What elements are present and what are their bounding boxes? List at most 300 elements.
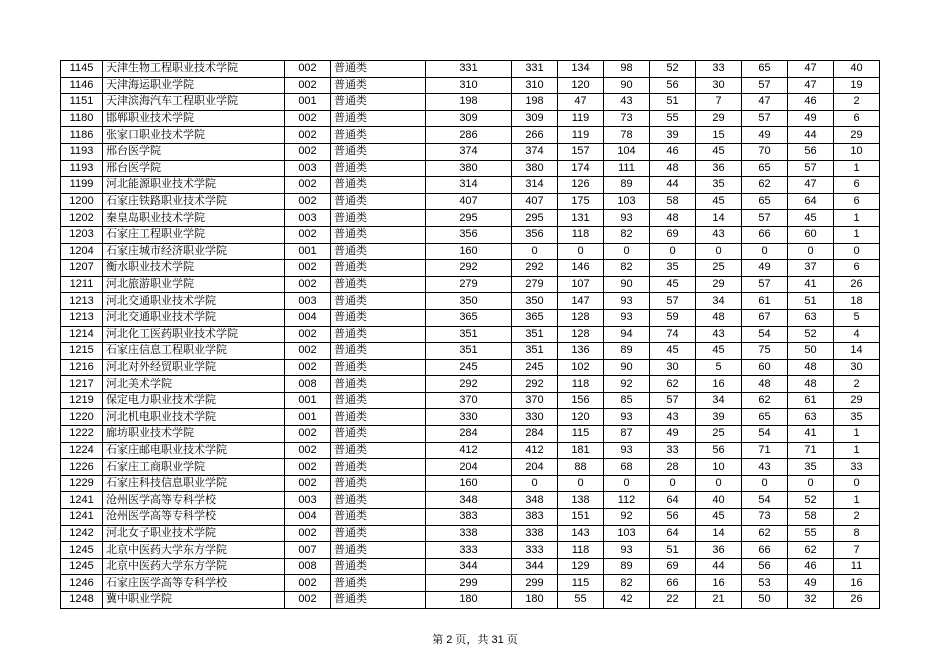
score-col-3-cell: 0 bbox=[558, 475, 604, 492]
category-cell: 普通类 bbox=[331, 343, 426, 360]
score-col-2-cell: 380 bbox=[512, 160, 558, 177]
score-total-cell: 380 bbox=[426, 160, 512, 177]
score-col-5-cell: 28 bbox=[650, 459, 696, 476]
score-col-2-cell: 310 bbox=[512, 77, 558, 94]
score-total-cell: 344 bbox=[426, 558, 512, 575]
school-code-cell: 1204 bbox=[61, 243, 103, 260]
school-code-cell: 1220 bbox=[61, 409, 103, 426]
school-code-cell: 1203 bbox=[61, 226, 103, 243]
score-col-4-cell: 92 bbox=[604, 376, 650, 393]
score-col-7-cell: 62 bbox=[742, 525, 788, 542]
score-col-8-cell: 41 bbox=[788, 426, 834, 443]
table-row bbox=[61, 475, 880, 492]
table-row bbox=[61, 94, 880, 111]
table-row bbox=[61, 293, 880, 310]
score-col-3-cell: 118 bbox=[558, 376, 604, 393]
group-code-cell: 002 bbox=[285, 426, 331, 443]
score-col-2-cell: 331 bbox=[512, 61, 558, 78]
table-row bbox=[61, 260, 880, 277]
category-cell: 普通类 bbox=[331, 110, 426, 127]
score-col-5-cell: 55 bbox=[650, 110, 696, 127]
score-col-6-cell: 15 bbox=[696, 127, 742, 144]
score-col-5-cell: 44 bbox=[650, 177, 696, 194]
score-col-2-cell: 344 bbox=[512, 558, 558, 575]
school-code-cell: 1214 bbox=[61, 326, 103, 343]
score-col-9-cell: 1 bbox=[834, 492, 880, 509]
category-cell: 普通类 bbox=[331, 525, 426, 542]
score-col-5-cell: 66 bbox=[650, 575, 696, 592]
score-total-cell: 160 bbox=[426, 475, 512, 492]
score-col-7-cell: 65 bbox=[742, 193, 788, 210]
group-code-cell: 002 bbox=[285, 359, 331, 376]
score-col-9-cell: 6 bbox=[834, 260, 880, 277]
score-col-4-cell: 68 bbox=[604, 459, 650, 476]
group-code-cell: 002 bbox=[285, 77, 331, 94]
score-col-8-cell: 51 bbox=[788, 293, 834, 310]
school-name-cell: 天津滨海汽车工程职业学院 bbox=[103, 94, 285, 111]
score-col-6-cell: 45 bbox=[696, 143, 742, 160]
score-col-4-cell: 90 bbox=[604, 77, 650, 94]
school-name-cell: 河北女子职业技术学院 bbox=[103, 525, 285, 542]
school-name-cell: 河北化工医药职业技术学院 bbox=[103, 326, 285, 343]
score-col-8-cell: 60 bbox=[788, 226, 834, 243]
school-code-cell: 1248 bbox=[61, 592, 103, 609]
category-cell: 普通类 bbox=[331, 94, 426, 111]
score-total-cell: 370 bbox=[426, 392, 512, 409]
score-col-8-cell: 52 bbox=[788, 492, 834, 509]
school-name-cell: 冀中职业学院 bbox=[103, 592, 285, 609]
score-col-6-cell: 36 bbox=[696, 160, 742, 177]
score-total-cell: 245 bbox=[426, 359, 512, 376]
table-row bbox=[61, 542, 880, 559]
score-col-2-cell: 292 bbox=[512, 260, 558, 277]
group-code-cell: 002 bbox=[285, 226, 331, 243]
school-name-cell: 石家庄信息工程职业学院 bbox=[103, 343, 285, 360]
school-code-cell: 1217 bbox=[61, 376, 103, 393]
score-col-9-cell: 8 bbox=[834, 525, 880, 542]
school-code-cell: 1207 bbox=[61, 260, 103, 277]
school-code-cell: 1202 bbox=[61, 210, 103, 227]
table-row bbox=[61, 509, 880, 526]
score-col-7-cell: 57 bbox=[742, 210, 788, 227]
score-col-2-cell: 299 bbox=[512, 575, 558, 592]
group-code-cell: 002 bbox=[285, 110, 331, 127]
score-col-2-cell: 292 bbox=[512, 376, 558, 393]
score-col-9-cell: 6 bbox=[834, 177, 880, 194]
score-col-8-cell: 45 bbox=[788, 210, 834, 227]
score-col-6-cell: 0 bbox=[696, 475, 742, 492]
table-row bbox=[61, 326, 880, 343]
score-col-9-cell: 40 bbox=[834, 61, 880, 78]
score-col-4-cell: 103 bbox=[604, 525, 650, 542]
score-col-4-cell: 93 bbox=[604, 210, 650, 227]
score-col-9-cell: 29 bbox=[834, 392, 880, 409]
score-col-6-cell: 16 bbox=[696, 376, 742, 393]
score-total-cell: 331 bbox=[426, 61, 512, 78]
score-col-8-cell: 48 bbox=[788, 359, 834, 376]
score-col-2-cell: 338 bbox=[512, 525, 558, 542]
score-col-6-cell: 39 bbox=[696, 409, 742, 426]
score-col-2-cell: 204 bbox=[512, 459, 558, 476]
score-col-7-cell: 71 bbox=[742, 442, 788, 459]
score-col-8-cell: 63 bbox=[788, 309, 834, 326]
score-col-4-cell: 103 bbox=[604, 193, 650, 210]
score-col-6-cell: 0 bbox=[696, 243, 742, 260]
score-col-4-cell: 112 bbox=[604, 492, 650, 509]
school-name-cell: 张家口职业技术学院 bbox=[103, 127, 285, 144]
school-name-cell: 河北旅游职业学院 bbox=[103, 276, 285, 293]
score-col-5-cell: 39 bbox=[650, 127, 696, 144]
category-cell: 普通类 bbox=[331, 260, 426, 277]
school-name-cell: 秦皇岛职业技术学院 bbox=[103, 210, 285, 227]
score-col-7-cell: 50 bbox=[742, 592, 788, 609]
score-total-cell: 330 bbox=[426, 409, 512, 426]
score-col-5-cell: 0 bbox=[650, 475, 696, 492]
category-cell: 普通类 bbox=[331, 542, 426, 559]
score-col-6-cell: 36 bbox=[696, 542, 742, 559]
school-name-cell: 石家庄铁路职业技术学院 bbox=[103, 193, 285, 210]
score-col-3-cell: 120 bbox=[558, 409, 604, 426]
score-col-2-cell: 0 bbox=[512, 243, 558, 260]
score-col-8-cell: 0 bbox=[788, 243, 834, 260]
score-col-6-cell: 33 bbox=[696, 61, 742, 78]
table-row bbox=[61, 525, 880, 542]
school-code-cell: 1145 bbox=[61, 61, 103, 78]
table-row bbox=[61, 558, 880, 575]
category-cell: 普通类 bbox=[331, 243, 426, 260]
score-total-cell: 365 bbox=[426, 309, 512, 326]
score-col-8-cell: 41 bbox=[788, 276, 834, 293]
score-col-6-cell: 48 bbox=[696, 309, 742, 326]
score-col-3-cell: 118 bbox=[558, 226, 604, 243]
group-code-cell: 001 bbox=[285, 243, 331, 260]
school-code-cell: 1213 bbox=[61, 309, 103, 326]
score-col-9-cell: 1 bbox=[834, 210, 880, 227]
score-col-3-cell: 47 bbox=[558, 94, 604, 111]
score-col-2-cell: 351 bbox=[512, 343, 558, 360]
score-col-5-cell: 35 bbox=[650, 260, 696, 277]
score-col-5-cell: 56 bbox=[650, 509, 696, 526]
score-col-3-cell: 119 bbox=[558, 127, 604, 144]
score-col-3-cell: 128 bbox=[558, 326, 604, 343]
table-row bbox=[61, 243, 880, 260]
score-col-5-cell: 58 bbox=[650, 193, 696, 210]
score-col-2-cell: 295 bbox=[512, 210, 558, 227]
score-col-9-cell: 26 bbox=[834, 276, 880, 293]
score-col-3-cell: 174 bbox=[558, 160, 604, 177]
school-code-cell: 1245 bbox=[61, 558, 103, 575]
score-col-9-cell: 0 bbox=[834, 475, 880, 492]
score-col-5-cell: 30 bbox=[650, 359, 696, 376]
score-col-4-cell: 93 bbox=[604, 442, 650, 459]
category-cell: 普通类 bbox=[331, 326, 426, 343]
school-name-cell: 保定电力职业技术学院 bbox=[103, 392, 285, 409]
school-code-cell: 1229 bbox=[61, 475, 103, 492]
school-code-cell: 1213 bbox=[61, 293, 103, 310]
score-total-cell: 286 bbox=[426, 127, 512, 144]
score-col-9-cell: 29 bbox=[834, 127, 880, 144]
score-col-8-cell: 61 bbox=[788, 392, 834, 409]
score-col-8-cell: 47 bbox=[788, 77, 834, 94]
score-col-9-cell: 2 bbox=[834, 376, 880, 393]
score-col-8-cell: 57 bbox=[788, 160, 834, 177]
group-code-cell: 002 bbox=[285, 575, 331, 592]
score-col-6-cell: 25 bbox=[696, 426, 742, 443]
school-name-cell: 河北能源职业技术学院 bbox=[103, 177, 285, 194]
score-col-4-cell: 87 bbox=[604, 426, 650, 443]
school-code-cell: 1180 bbox=[61, 110, 103, 127]
category-cell: 普通类 bbox=[331, 210, 426, 227]
score-col-3-cell: 128 bbox=[558, 309, 604, 326]
score-total-cell: 356 bbox=[426, 226, 512, 243]
score-col-5-cell: 69 bbox=[650, 558, 696, 575]
score-col-7-cell: 49 bbox=[742, 127, 788, 144]
score-col-9-cell: 33 bbox=[834, 459, 880, 476]
category-cell: 普通类 bbox=[331, 575, 426, 592]
score-col-3-cell: 136 bbox=[558, 343, 604, 360]
score-col-8-cell: 63 bbox=[788, 409, 834, 426]
school-code-cell: 1186 bbox=[61, 127, 103, 144]
score-col-6-cell: 56 bbox=[696, 442, 742, 459]
score-col-4-cell: 104 bbox=[604, 143, 650, 160]
score-col-7-cell: 57 bbox=[742, 110, 788, 127]
school-code-cell: 1216 bbox=[61, 359, 103, 376]
score-col-4-cell: 94 bbox=[604, 326, 650, 343]
score-col-8-cell: 47 bbox=[788, 61, 834, 78]
group-code-cell: 002 bbox=[285, 592, 331, 609]
score-col-9-cell: 18 bbox=[834, 293, 880, 310]
score-col-7-cell: 65 bbox=[742, 409, 788, 426]
school-name-cell: 廊坊职业技术学院 bbox=[103, 426, 285, 443]
school-code-cell: 1241 bbox=[61, 509, 103, 526]
school-code-cell: 1193 bbox=[61, 160, 103, 177]
category-cell: 普通类 bbox=[331, 293, 426, 310]
school-name-cell: 河北交通职业技术学院 bbox=[103, 293, 285, 310]
school-name-cell: 河北交通职业技术学院 bbox=[103, 309, 285, 326]
score-col-6-cell: 10 bbox=[696, 459, 742, 476]
category-cell: 普通类 bbox=[331, 226, 426, 243]
score-total-cell: 338 bbox=[426, 525, 512, 542]
category-cell: 普通类 bbox=[331, 160, 426, 177]
category-cell: 普通类 bbox=[331, 492, 426, 509]
score-col-8-cell: 52 bbox=[788, 326, 834, 343]
school-name-cell: 河北美术学院 bbox=[103, 376, 285, 393]
group-code-cell: 001 bbox=[285, 94, 331, 111]
score-col-7-cell: 53 bbox=[742, 575, 788, 592]
score-total-cell: 204 bbox=[426, 459, 512, 476]
school-name-cell: 北京中医药大学东方学院 bbox=[103, 542, 285, 559]
score-total-cell: 351 bbox=[426, 326, 512, 343]
school-name-cell: 邢台医学院 bbox=[103, 143, 285, 160]
score-col-8-cell: 55 bbox=[788, 525, 834, 542]
school-code-cell: 1226 bbox=[61, 459, 103, 476]
group-code-cell: 002 bbox=[285, 475, 331, 492]
score-col-4-cell: 85 bbox=[604, 392, 650, 409]
score-col-5-cell: 64 bbox=[650, 492, 696, 509]
category-cell: 普通类 bbox=[331, 558, 426, 575]
score-col-4-cell: 82 bbox=[604, 260, 650, 277]
score-col-2-cell: 333 bbox=[512, 542, 558, 559]
score-col-4-cell: 93 bbox=[604, 309, 650, 326]
score-col-5-cell: 57 bbox=[650, 293, 696, 310]
score-col-6-cell: 21 bbox=[696, 592, 742, 609]
score-col-7-cell: 65 bbox=[742, 61, 788, 78]
score-col-3-cell: 102 bbox=[558, 359, 604, 376]
score-col-8-cell: 56 bbox=[788, 143, 834, 160]
score-total-cell: 180 bbox=[426, 592, 512, 609]
score-total-cell: 383 bbox=[426, 509, 512, 526]
group-code-cell: 001 bbox=[285, 409, 331, 426]
score-col-7-cell: 67 bbox=[742, 309, 788, 326]
score-col-4-cell: 78 bbox=[604, 127, 650, 144]
school-code-cell: 1199 bbox=[61, 177, 103, 194]
score-col-7-cell: 54 bbox=[742, 326, 788, 343]
school-code-cell: 1215 bbox=[61, 343, 103, 360]
score-col-6-cell: 44 bbox=[696, 558, 742, 575]
score-col-9-cell: 2 bbox=[834, 509, 880, 526]
score-col-5-cell: 62 bbox=[650, 376, 696, 393]
score-col-5-cell: 57 bbox=[650, 392, 696, 409]
school-name-cell: 邯郸职业技术学院 bbox=[103, 110, 285, 127]
score-total-cell: 198 bbox=[426, 94, 512, 111]
score-total-cell: 412 bbox=[426, 442, 512, 459]
score-total-cell: 351 bbox=[426, 343, 512, 360]
score-col-3-cell: 126 bbox=[558, 177, 604, 194]
category-cell: 普通类 bbox=[331, 61, 426, 78]
score-col-4-cell: 43 bbox=[604, 94, 650, 111]
score-col-6-cell: 43 bbox=[696, 226, 742, 243]
score-col-3-cell: 156 bbox=[558, 392, 604, 409]
score-col-8-cell: 58 bbox=[788, 509, 834, 526]
score-col-4-cell: 82 bbox=[604, 575, 650, 592]
score-col-7-cell: 70 bbox=[742, 143, 788, 160]
score-col-6-cell: 14 bbox=[696, 525, 742, 542]
score-col-9-cell: 7 bbox=[834, 542, 880, 559]
score-col-4-cell: 73 bbox=[604, 110, 650, 127]
group-code-cell: 002 bbox=[285, 276, 331, 293]
score-col-7-cell: 56 bbox=[742, 558, 788, 575]
score-col-6-cell: 29 bbox=[696, 110, 742, 127]
table-row bbox=[61, 392, 880, 409]
score-col-9-cell: 19 bbox=[834, 77, 880, 94]
score-col-3-cell: 118 bbox=[558, 542, 604, 559]
score-col-2-cell: 350 bbox=[512, 293, 558, 310]
category-cell: 普通类 bbox=[331, 409, 426, 426]
score-col-9-cell: 14 bbox=[834, 343, 880, 360]
score-col-9-cell: 4 bbox=[834, 326, 880, 343]
school-name-cell: 石家庄医学高等专科学校 bbox=[103, 575, 285, 592]
score-col-8-cell: 49 bbox=[788, 110, 834, 127]
score-col-7-cell: 73 bbox=[742, 509, 788, 526]
score-col-4-cell: 90 bbox=[604, 359, 650, 376]
group-code-cell: 002 bbox=[285, 343, 331, 360]
score-col-4-cell: 93 bbox=[604, 293, 650, 310]
group-code-cell: 002 bbox=[285, 61, 331, 78]
group-code-cell: 003 bbox=[285, 210, 331, 227]
score-col-6-cell: 45 bbox=[696, 193, 742, 210]
score-col-4-cell: 82 bbox=[604, 226, 650, 243]
score-col-6-cell: 43 bbox=[696, 326, 742, 343]
score-col-5-cell: 48 bbox=[650, 210, 696, 227]
score-col-3-cell: 55 bbox=[558, 592, 604, 609]
category-cell: 普通类 bbox=[331, 475, 426, 492]
score-col-5-cell: 59 bbox=[650, 309, 696, 326]
table-row bbox=[61, 459, 880, 476]
score-total-cell: 284 bbox=[426, 426, 512, 443]
category-cell: 普通类 bbox=[331, 392, 426, 409]
score-col-4-cell: 89 bbox=[604, 177, 650, 194]
score-total-cell: 309 bbox=[426, 110, 512, 127]
group-code-cell: 002 bbox=[285, 193, 331, 210]
score-col-4-cell: 90 bbox=[604, 276, 650, 293]
score-col-6-cell: 29 bbox=[696, 276, 742, 293]
score-col-2-cell: 279 bbox=[512, 276, 558, 293]
category-cell: 普通类 bbox=[331, 442, 426, 459]
score-col-3-cell: 146 bbox=[558, 260, 604, 277]
score-col-3-cell: 0 bbox=[558, 243, 604, 260]
category-cell: 普通类 bbox=[331, 592, 426, 609]
table-row bbox=[61, 426, 880, 443]
group-code-cell: 002 bbox=[285, 143, 331, 160]
group-code-cell: 003 bbox=[285, 293, 331, 310]
score-col-2-cell: 0 bbox=[512, 475, 558, 492]
score-col-7-cell: 0 bbox=[742, 475, 788, 492]
table-row bbox=[61, 376, 880, 393]
table-row bbox=[61, 127, 880, 144]
score-col-2-cell: 330 bbox=[512, 409, 558, 426]
score-col-8-cell: 71 bbox=[788, 442, 834, 459]
score-col-2-cell: 374 bbox=[512, 143, 558, 160]
score-col-9-cell: 11 bbox=[834, 558, 880, 575]
score-col-6-cell: 34 bbox=[696, 293, 742, 310]
school-code-cell: 1245 bbox=[61, 542, 103, 559]
score-col-4-cell: 42 bbox=[604, 592, 650, 609]
score-col-4-cell: 0 bbox=[604, 243, 650, 260]
table-row bbox=[61, 143, 880, 160]
table-row bbox=[61, 110, 880, 127]
score-col-3-cell: 120 bbox=[558, 77, 604, 94]
table-row bbox=[61, 226, 880, 243]
score-col-7-cell: 61 bbox=[742, 293, 788, 310]
category-cell: 普通类 bbox=[331, 127, 426, 144]
category-cell: 普通类 bbox=[331, 77, 426, 94]
group-code-cell: 002 bbox=[285, 525, 331, 542]
table-row bbox=[61, 61, 880, 78]
score-col-3-cell: 181 bbox=[558, 442, 604, 459]
score-total-cell: 160 bbox=[426, 243, 512, 260]
score-col-9-cell: 5 bbox=[834, 309, 880, 326]
score-col-8-cell: 35 bbox=[788, 459, 834, 476]
score-col-9-cell: 6 bbox=[834, 110, 880, 127]
table-row bbox=[61, 575, 880, 592]
category-cell: 普通类 bbox=[331, 376, 426, 393]
score-col-6-cell: 40 bbox=[696, 492, 742, 509]
score-col-8-cell: 0 bbox=[788, 475, 834, 492]
score-col-8-cell: 48 bbox=[788, 376, 834, 393]
score-col-9-cell: 1 bbox=[834, 426, 880, 443]
score-col-5-cell: 33 bbox=[650, 442, 696, 459]
table-row bbox=[61, 309, 880, 326]
school-code-cell: 1246 bbox=[61, 575, 103, 592]
table-row bbox=[61, 276, 880, 293]
score-col-6-cell: 45 bbox=[696, 343, 742, 360]
school-name-cell: 石家庄邮电职业技术学院 bbox=[103, 442, 285, 459]
score-total-cell: 348 bbox=[426, 492, 512, 509]
score-col-2-cell: 351 bbox=[512, 326, 558, 343]
category-cell: 普通类 bbox=[331, 177, 426, 194]
score-col-6-cell: 34 bbox=[696, 392, 742, 409]
score-col-9-cell: 6 bbox=[834, 193, 880, 210]
